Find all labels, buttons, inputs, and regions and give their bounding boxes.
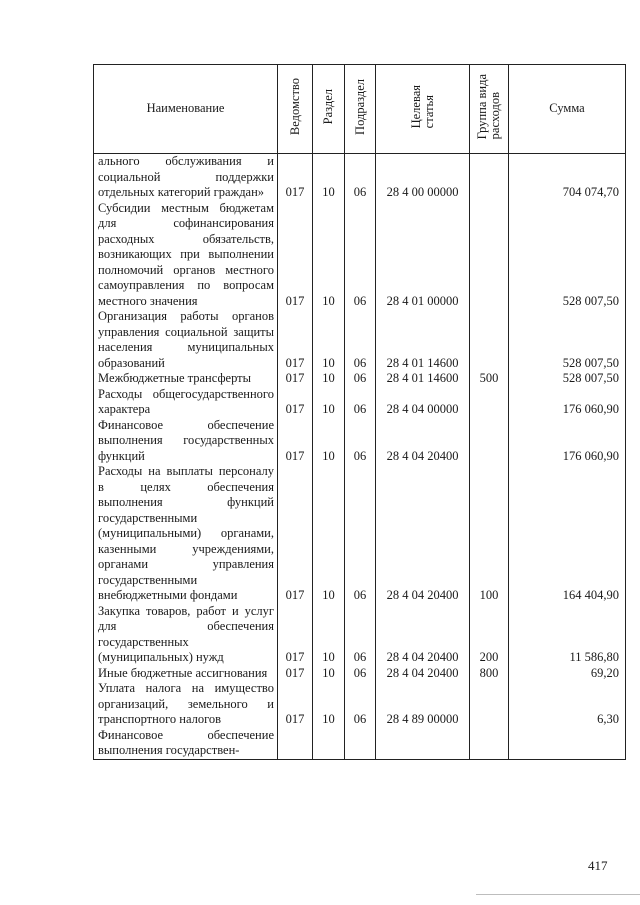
row-gruppa xyxy=(470,418,509,465)
header-celevaya-line2: статья xyxy=(421,95,436,129)
row-name: Межбюджетные трансферты xyxy=(94,371,278,387)
table-header-row xyxy=(94,65,626,154)
row-vedomstvo: 017 xyxy=(278,201,313,310)
header-vedomstvo-label: Ведомство xyxy=(287,78,302,136)
row-summa: 176 060,90 xyxy=(509,418,626,465)
table-row xyxy=(94,728,626,760)
row-summa: 164 404,90 xyxy=(509,464,626,604)
row-summa: 528 007,50 xyxy=(509,371,626,387)
row-vedomstvo: 017 xyxy=(278,387,313,418)
row-celevaya-statya: 28 4 04 00000 xyxy=(376,387,470,418)
row-gruppa: 800 xyxy=(470,666,509,682)
row-gruppa xyxy=(470,387,509,418)
row-podrazdel: 06 xyxy=(345,464,376,604)
row-name: ального обслуживания и социальной поддержки отдельных категорий граждан» xyxy=(94,154,278,201)
row-razdel: 10 xyxy=(313,418,345,465)
header-gruppa-vida-rashodov xyxy=(470,65,509,154)
row-razdel: 10 xyxy=(313,154,345,201)
row-summa: 6,30 xyxy=(509,681,626,728)
row-podrazdel: 06 xyxy=(345,387,376,418)
row-name: Организация работы органов управления социальной защиты населения муниципальных образований xyxy=(94,309,278,371)
row-vedomstvo: 017 xyxy=(278,309,313,371)
row-name: Финансовое обеспечение выполнения государствен- xyxy=(94,728,278,760)
row-name: Уплата налога на имущество организаций, земельного и транспортного налогов xyxy=(94,681,278,728)
row-summa: 176 060,90 xyxy=(509,387,626,418)
row-razdel: 10 xyxy=(313,604,345,666)
row-podrazdel: 06 xyxy=(345,309,376,371)
row-celevaya-statya: 28 4 89 00000 xyxy=(376,681,470,728)
row-celevaya-statya: 28 4 01 14600 xyxy=(376,371,470,387)
row-razdel: 10 xyxy=(313,681,345,728)
table-row xyxy=(94,604,626,666)
header-gruppa-line1: Группа вида xyxy=(475,74,489,140)
row-vedomstvo: 017 xyxy=(278,464,313,604)
table-row xyxy=(94,387,626,418)
row-name: Иные бюджетные ассигнования xyxy=(94,666,278,682)
row-vedomstvo: 017 xyxy=(278,681,313,728)
header-vedomstvo xyxy=(278,65,313,154)
row-gruppa: 200 xyxy=(470,604,509,666)
row-gruppa xyxy=(470,681,509,728)
row-celevaya-statya: 28 4 01 14600 xyxy=(376,309,470,371)
header-celevaya-line1: Целевая xyxy=(408,85,423,129)
row-gruppa: 500 xyxy=(470,371,509,387)
row-gruppa xyxy=(470,728,509,760)
row-razdel: 10 xyxy=(313,387,345,418)
row-gruppa: 100 xyxy=(470,464,509,604)
row-podrazdel: 06 xyxy=(345,666,376,682)
header-summa: Сумма xyxy=(509,65,626,154)
row-podrazdel: 06 xyxy=(345,371,376,387)
table-row xyxy=(94,201,626,310)
header-name: Наименование xyxy=(94,65,278,154)
row-gruppa xyxy=(470,201,509,310)
table-row xyxy=(94,154,626,201)
row-celevaya-statya: 28 4 04 20400 xyxy=(376,418,470,465)
page-number: 417 xyxy=(588,858,608,873)
row-gruppa xyxy=(470,309,509,371)
table-row xyxy=(94,681,626,728)
row-celevaya-statya: 28 4 01 00000 xyxy=(376,201,470,310)
row-celevaya-statya xyxy=(376,728,470,760)
header-razdel-label: Раздел xyxy=(321,89,335,125)
row-summa: 528 007,50 xyxy=(509,201,626,310)
row-name: Расходы общегосударственного характера xyxy=(94,387,278,418)
row-summa: 528 007,50 xyxy=(509,309,626,371)
table-row xyxy=(94,418,626,465)
row-razdel xyxy=(313,728,345,760)
header-gruppa-line2: расходов xyxy=(488,92,502,140)
header-podrazdel-label: Подраздел xyxy=(352,78,367,135)
row-vedomstvo: 017 xyxy=(278,418,313,465)
row-podrazdel: 06 xyxy=(345,681,376,728)
row-name: Закупка товаров, работ и услуг для обеспечения государственных (муниципальных) нужд xyxy=(94,604,278,666)
header-razdel xyxy=(313,65,345,154)
row-razdel: 10 xyxy=(313,666,345,682)
row-vedomstvo: 017 xyxy=(278,371,313,387)
row-summa: 69,20 xyxy=(509,666,626,682)
row-summa: 704 074,70 xyxy=(509,154,626,201)
row-celevaya-statya: 28 4 04 20400 xyxy=(376,604,470,666)
table-row xyxy=(94,464,626,604)
row-podrazdel: 06 xyxy=(345,418,376,465)
row-razdel: 10 xyxy=(313,464,345,604)
row-summa xyxy=(509,728,626,760)
table-row xyxy=(94,666,626,682)
header-podrazdel xyxy=(345,65,376,154)
row-razdel: 10 xyxy=(313,309,345,371)
row-name: Финансовое обеспечение выполнения государственных функций xyxy=(94,418,278,465)
row-vedomstvo: 017 xyxy=(278,604,313,666)
row-podrazdel xyxy=(345,728,376,760)
row-summa: 11 586,80 xyxy=(509,604,626,666)
row-name: Расходы на выплаты персоналу в целях обеспечения выполнения функций государственными (муниципальными) органами, казенными учреждениями, органами управления государственными внебюджетными фондами xyxy=(94,464,278,604)
header-celevaya-statya xyxy=(376,65,470,154)
budget-table xyxy=(93,64,626,760)
row-celevaya-statya: 28 4 00 00000 xyxy=(376,154,470,201)
row-podrazdel: 06 xyxy=(345,604,376,666)
row-name: Субсидии местным бюджетам для софинансирования расходных обязательств, возникающих при выполнении полномочий органов местного самоуправления по вопросам местного значения xyxy=(94,201,278,310)
row-vedomstvo: 017 xyxy=(278,666,313,682)
row-podrazdel: 06 xyxy=(345,154,376,201)
row-celevaya-statya: 28 4 04 20400 xyxy=(376,666,470,682)
row-vedomstvo xyxy=(278,728,313,760)
row-podrazdel: 06 xyxy=(345,201,376,310)
row-razdel: 10 xyxy=(313,201,345,310)
row-razdel: 10 xyxy=(313,371,345,387)
row-celevaya-statya: 28 4 04 20400 xyxy=(376,464,470,604)
row-vedomstvo: 017 xyxy=(278,154,313,201)
table-row xyxy=(94,309,626,371)
table-row xyxy=(94,371,626,387)
footer-divider xyxy=(476,894,640,895)
row-gruppa xyxy=(470,154,509,201)
